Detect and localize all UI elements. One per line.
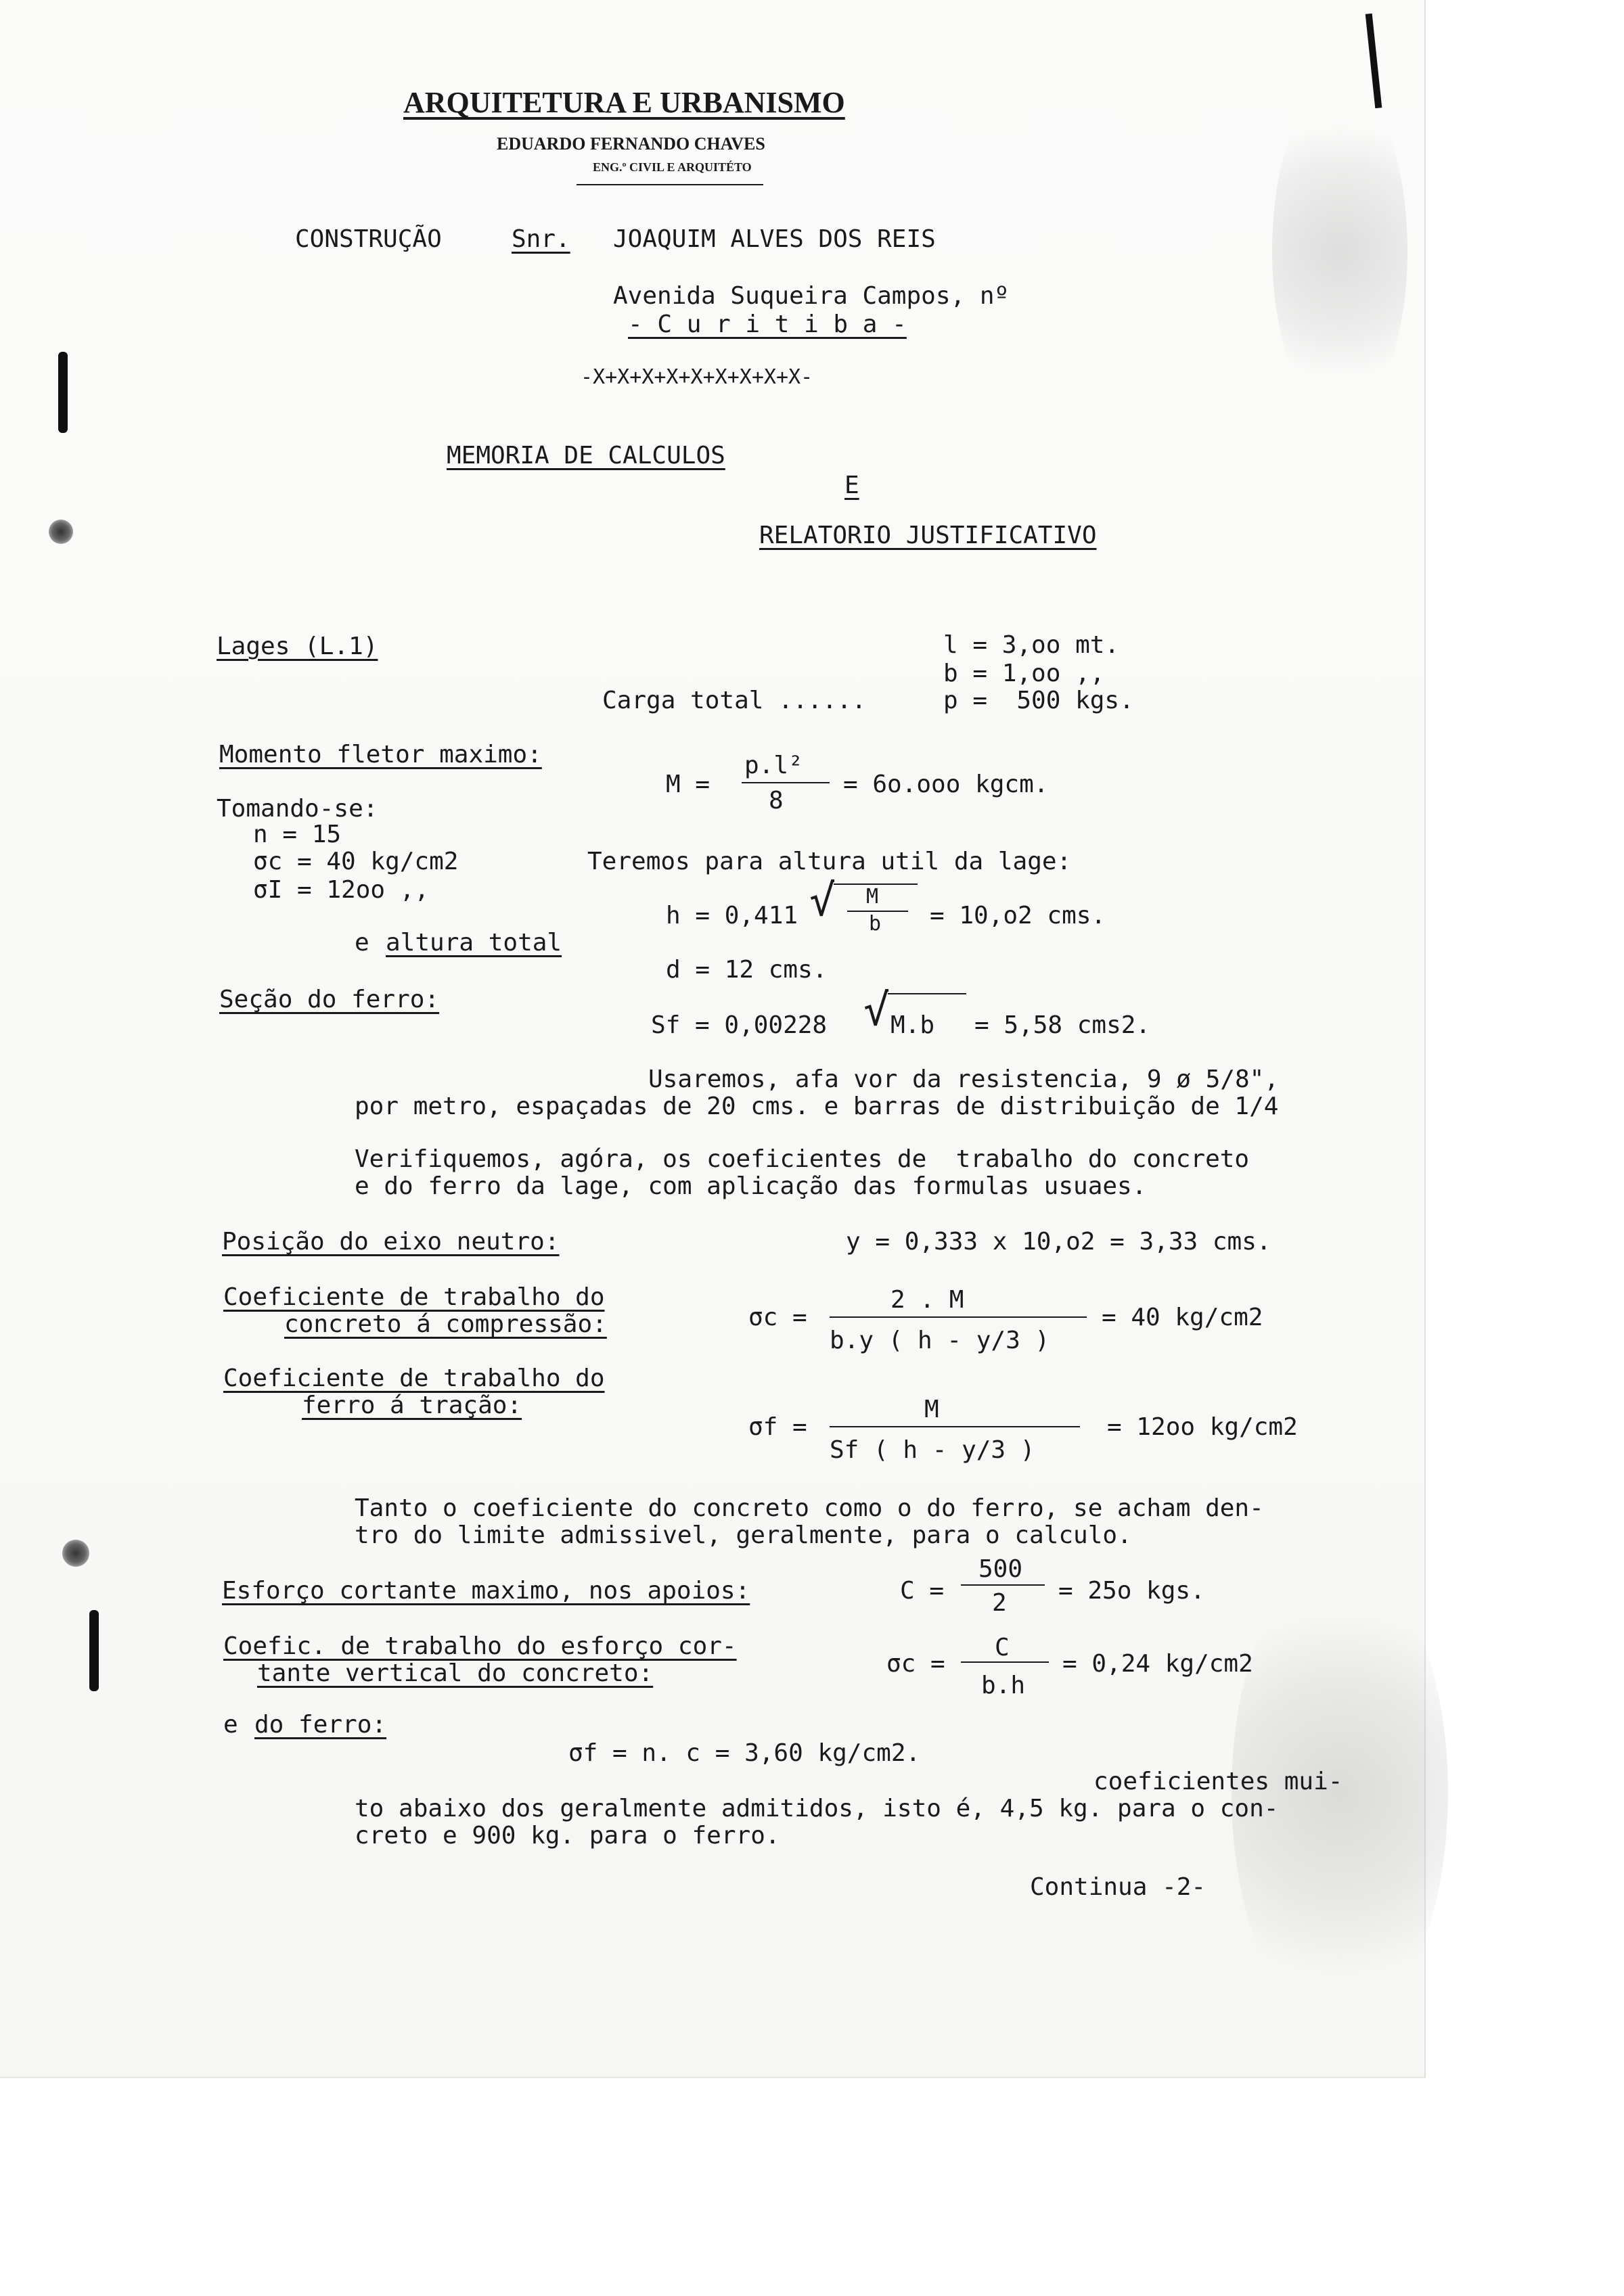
span-length: l = 3,oo mt. — [943, 631, 1120, 659]
shear-coef-numerator: C — [995, 1634, 1010, 1661]
heading-memoria: MEMORIA DE CALCULOS — [447, 442, 725, 469]
shear-force-denominator: 2 — [992, 1589, 1007, 1617]
steel-section-result: = 5,58 cms2. — [974, 1011, 1151, 1039]
shear-coef-lhs: σc = — [886, 1650, 945, 1678]
conclusion-line-1: Tanto o coeficiente do concreto como o do ferro, se acham den- — [355, 1494, 1264, 1522]
shear-force-numerator: 500 — [978, 1555, 1023, 1583]
letterhead-subtitle: ENG.º CIVIL E ARQUITÉTO — [593, 160, 752, 174]
assumption-sigma-i: σI = 12oo ,, — [253, 876, 430, 904]
reinforcement-line-1: Usaremos, afa vor da resistencia, 9 ø 5/8", — [648, 1065, 1279, 1093]
concrete-coef-fraction-bar — [830, 1316, 1087, 1318]
construction-label: CONSTRUÇÃO — [295, 225, 442, 253]
heading-e: E — [844, 472, 859, 499]
continuation-note: Continua -2- — [1030, 1873, 1206, 1901]
moment-lhs: M = — [666, 771, 710, 798]
concrete-coef-label-1: Coeficiente de trabalho do — [223, 1283, 605, 1311]
moment-fraction-bar — [742, 782, 830, 783]
concrete-coef-lhs: σc = — [748, 1304, 807, 1331]
punch-hole — [49, 520, 73, 544]
neutral-axis-equation: y = 0,333 x 10,o2 = 3,33 cms. — [846, 1228, 1271, 1256]
concrete-coef-numerator: 2 . M — [890, 1286, 964, 1314]
steel-shear-label: do ferro: — [254, 1711, 387, 1739]
heading-relatorio: RELATORIO JUSTIFICATIVO — [759, 522, 1097, 549]
steel-coef-result: = 12oo kg/cm2 — [1107, 1413, 1298, 1441]
verification-line-1: Verifiquemos, agóra, os coeficientes de trabalho do concreto — [355, 1145, 1250, 1173]
shear-coef-denominator: b.h — [981, 1672, 1026, 1699]
closing-line-1: coeficientes mui- — [1093, 1768, 1343, 1795]
moment-numerator: p.l² — [744, 752, 803, 779]
letterhead-title: ARQUITETURA E URBANISMO — [403, 86, 845, 119]
assumptions-label: Tomando-se: — [217, 795, 378, 823]
assumption-n: n = 15 — [253, 821, 342, 848]
concrete-coef-denominator: b.y ( h - y/3 ) — [830, 1327, 1050, 1354]
total-height-value: d = 12 cms. — [666, 956, 828, 984]
client-address: Avenida Suqueira Campos, nº — [613, 282, 1010, 310]
height-lhs: h = 0,411 — [666, 902, 798, 929]
steel-coef-numerator: M — [924, 1396, 939, 1423]
sqrt-icon: √ — [863, 986, 890, 1036]
steel-section-label: Seção do ferro: — [219, 986, 440, 1013]
assumption-sigma-c: σc = 40 kg/cm2 — [253, 848, 459, 875]
binding-mark — [58, 352, 68, 433]
letterhead-rule — [577, 184, 763, 185]
client-city: - C u r i t i b a - — [628, 311, 907, 338]
concrete-coef-label-2: concreto á compressão: — [284, 1310, 607, 1338]
steel-section-radicand: M.b — [890, 1011, 935, 1039]
total-load-value: p = 500 kgs. — [943, 687, 1134, 714]
total-load-label: Carga total ...... — [602, 687, 867, 714]
letterhead-name: EDUARDO FERNANDO CHAVES — [497, 134, 765, 154]
closing-line-3: creto e 900 kg. para o ferro. — [355, 1822, 780, 1850]
total-height-prefix: e — [355, 929, 369, 957]
steel-coef-label-2: ferro á tração: — [302, 1392, 522, 1419]
shear-force-fraction-bar — [961, 1584, 1045, 1586]
shear-coef-label-2: tante vertical do concreto: — [257, 1659, 654, 1687]
concrete-coef-result: = 40 kg/cm2 — [1102, 1304, 1263, 1331]
shear-force-label: Esforço cortante maximo, nos apoios: — [222, 1577, 750, 1605]
steel-shear-prefix: e — [223, 1711, 238, 1739]
scan-stain — [1272, 81, 1407, 419]
client-name: JOAQUIM ALVES DOS REIS — [613, 225, 936, 253]
client-prefix: Snr. — [512, 225, 570, 253]
sqrt-bar — [888, 993, 966, 994]
closing-line-2: to abaixo dos geralmente admitidos, isto é, 4,5 kg. para o con- — [355, 1795, 1279, 1822]
shear-force-lhs: C = — [900, 1577, 945, 1605]
height-denominator: b — [869, 912, 882, 936]
shear-force-result: = 25o kgs. — [1058, 1577, 1205, 1605]
slab-width: b = 1,oo ,, — [943, 660, 1105, 687]
moment-result: = 6o.ooo kgcm. — [843, 771, 1049, 798]
moment-denominator: 8 — [769, 787, 784, 814]
neutral-axis-label: Posição do eixo neutro: — [222, 1228, 560, 1256]
punch-hole — [62, 1540, 89, 1567]
steel-shear-equation: σf = n. c = 3,60 kg/cm2. — [568, 1739, 921, 1767]
sqrt-icon: √ — [809, 876, 836, 926]
bending-moment-label: Momento fletor maximo: — [219, 741, 542, 768]
binding-mark — [89, 1610, 99, 1691]
steel-coef-label-1: Coeficiente de trabalho do — [223, 1364, 605, 1392]
height-result: = 10,o2 cms. — [930, 902, 1106, 929]
steel-section-lhs: Sf = 0,00228 — [651, 1011, 828, 1039]
shear-coef-fraction-bar — [961, 1661, 1049, 1663]
useful-height-intro: Teremos para altura util da lage: — [587, 848, 1072, 875]
steel-coef-denominator: Sf ( h - y/3 ) — [830, 1436, 1035, 1464]
reinforcement-line-2: por metro, espaçadas de 20 cms. e barras de distribuição de 1/4 — [355, 1093, 1279, 1120]
total-height-label: altura total — [386, 929, 562, 957]
height-numerator: M — [866, 885, 879, 909]
shear-coef-label-1: Coefic. de trabalho do esforço cor- — [223, 1632, 737, 1660]
separator: -X+X+X+X+X+X+X+X+X- — [581, 365, 813, 389]
steel-coef-lhs: σf = — [748, 1413, 807, 1441]
verification-line-2: e do ferro da lage, com aplicação das formulas usuaes. — [355, 1172, 1147, 1200]
steel-coef-fraction-bar — [830, 1426, 1080, 1427]
section-title: Lages (L.1) — [217, 633, 378, 660]
shear-coef-result: = 0,24 kg/cm2 — [1062, 1650, 1253, 1678]
conclusion-line-2: tro do limite admissivel, geralmente, para o calculo. — [355, 1521, 1132, 1549]
